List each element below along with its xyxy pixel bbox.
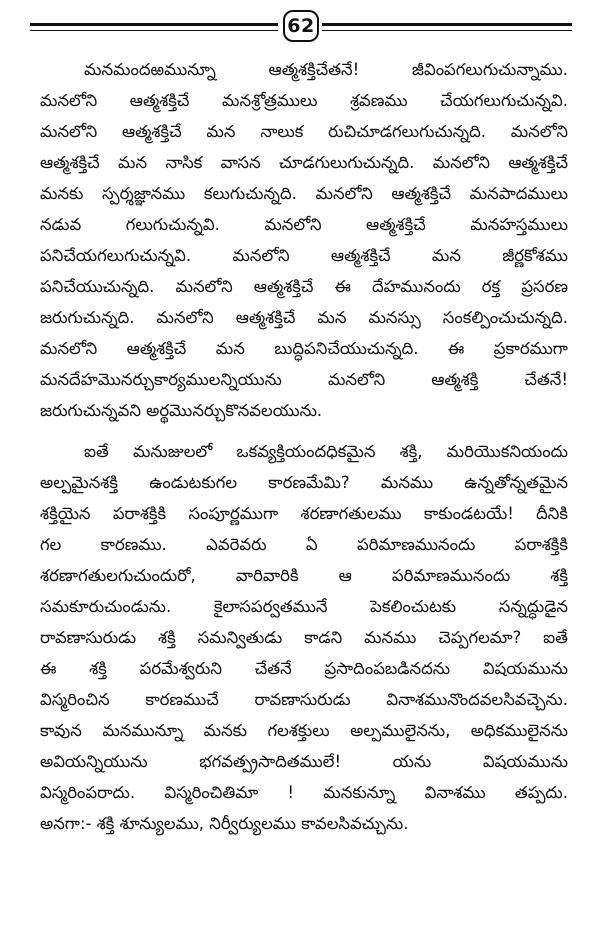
text-line: పనిచేయగలుగుచున్నవి. మనలోని ఆత్మశక్తిచే మన జీర్ణకోశము xyxy=(40,246,568,265)
header-rule-right-bottom xyxy=(322,30,572,31)
text-line: మనలోని ఆత్మశక్తిచే మనశ్రోత్రములు శ్రవణము చేయగలుగుచున్నవి. xyxy=(40,91,568,110)
text-line: మనలోని ఆత్మశక్తిచే మన నాలుక రుచిచూడగలుగుచున్నది. మనలోని xyxy=(40,122,568,141)
text-line: మనమందఱమున్నూ ఆత్మశక్తిచేతనే! జీవింపగలుగుచున్నాము. xyxy=(84,60,568,79)
paragraph-1 xyxy=(40,54,568,426)
text-line: మనదేహమొనర్చుకార్యములన్నియును మనలోని ఆత్మశక్తి చేతనే! xyxy=(40,370,568,389)
text-line: మనలోని ఆత్మశక్తిచే మన బుద్ధిపనిచేయుచున్నది. ఈ ప్రకారముగా xyxy=(40,339,568,358)
text-line: గల కారణము. ఎవరెవరు ఏ పరిమాణమునందు పరాశక్తికి xyxy=(40,535,568,554)
paragraph-spacer xyxy=(40,426,568,436)
paragraph-2 xyxy=(40,436,568,839)
text-line: జరుగుచున్నవని అర్థమొనర్చుకొనవలయును. xyxy=(40,401,323,420)
text-line: ఈ శక్తి పరమేశ్వరుని చేతనే ప్రసాదింపబడినదను విషయమును xyxy=(40,659,568,678)
page-header xyxy=(0,0,600,44)
text-line: జరుగుచున్నది. మనలోని ఆత్మశక్తిచే మన మనస్సు సంకల్పించుచున్నది. xyxy=(40,308,568,327)
header-rule-left-top xyxy=(30,23,278,26)
text-line: అల్పమైనశక్తి ఉండుటకుగల కారణమేమి? మనము ఉన్నతోన్నతమైన xyxy=(40,473,568,492)
text-line: విస్మరింపరాదు. విస్మరించితిమా ! మనకున్నూ వినాశము తప్పదు. xyxy=(40,783,568,802)
text-line: రావణాసురుడు శక్తి సమన్వితుడు కాడని మనము చెప్పగలమా? ఐతే xyxy=(40,628,568,647)
page-number: 62 xyxy=(287,15,315,37)
text-line: సమకూరుచుండును. కైలాసపర్వతమునే పెకలించుటకు సన్నద్ధుడైన xyxy=(40,597,568,616)
text-line: అవియన్నియును భగవత్ప్రసాదితములే! యను విషయమును xyxy=(40,752,568,771)
text-line: పనిచేయుచున్నది. మనలోని ఆత్మశక్తిచే ఈ దేహమునందు రక్త ప్రసరణ xyxy=(40,277,568,296)
text-line: ఐతే మనుజులలో ఒకవ్యక్తియందధికమైన శక్తి, మరియొకనియందు xyxy=(84,442,568,461)
text-line: నడువ గలుగుచున్నవి. మనలోని ఆత్మశక్తిచే మనహస్తములు xyxy=(40,215,568,234)
page-body xyxy=(40,54,568,839)
text-line: శక్తియైన పరాశక్తికి సంపూర్ణముగా శరణాగతులము కాకుండటయే! దీనికి xyxy=(40,504,568,523)
text-line: విస్మరించిన కారణముచే రావణాసురుడు వినాశమునొందవలసివచ్చెను. xyxy=(40,690,568,709)
text-line: కావున మనమున్నూ మనకు గలశక్తులు అల్పములైనను, అధికములైనను xyxy=(40,721,568,740)
text-line: అనగా:- శక్తి శూన్యులము, నిర్వీర్యులము కావలసివచ్చును. xyxy=(40,814,409,833)
text-line: శరణాగతులగుచుందురో, వారివారికి ఆ పరిమాణమునందు శక్తి xyxy=(40,566,568,585)
page-number-box xyxy=(283,10,319,42)
text-line: మనకు స్పర్శజ్ఞానము కలుగుచున్నది. మనలోని ఆత్మశక్తిచే మనపాదములు xyxy=(40,184,568,203)
header-rule-left-bottom xyxy=(30,30,278,31)
header-rule-right-top xyxy=(322,23,572,26)
text-line: ఆత్మశక్తిచే మన నాసిక వాసన చూడగులుగుచున్నది. మనలోని ఆత్మశక్తిచే xyxy=(40,153,568,172)
